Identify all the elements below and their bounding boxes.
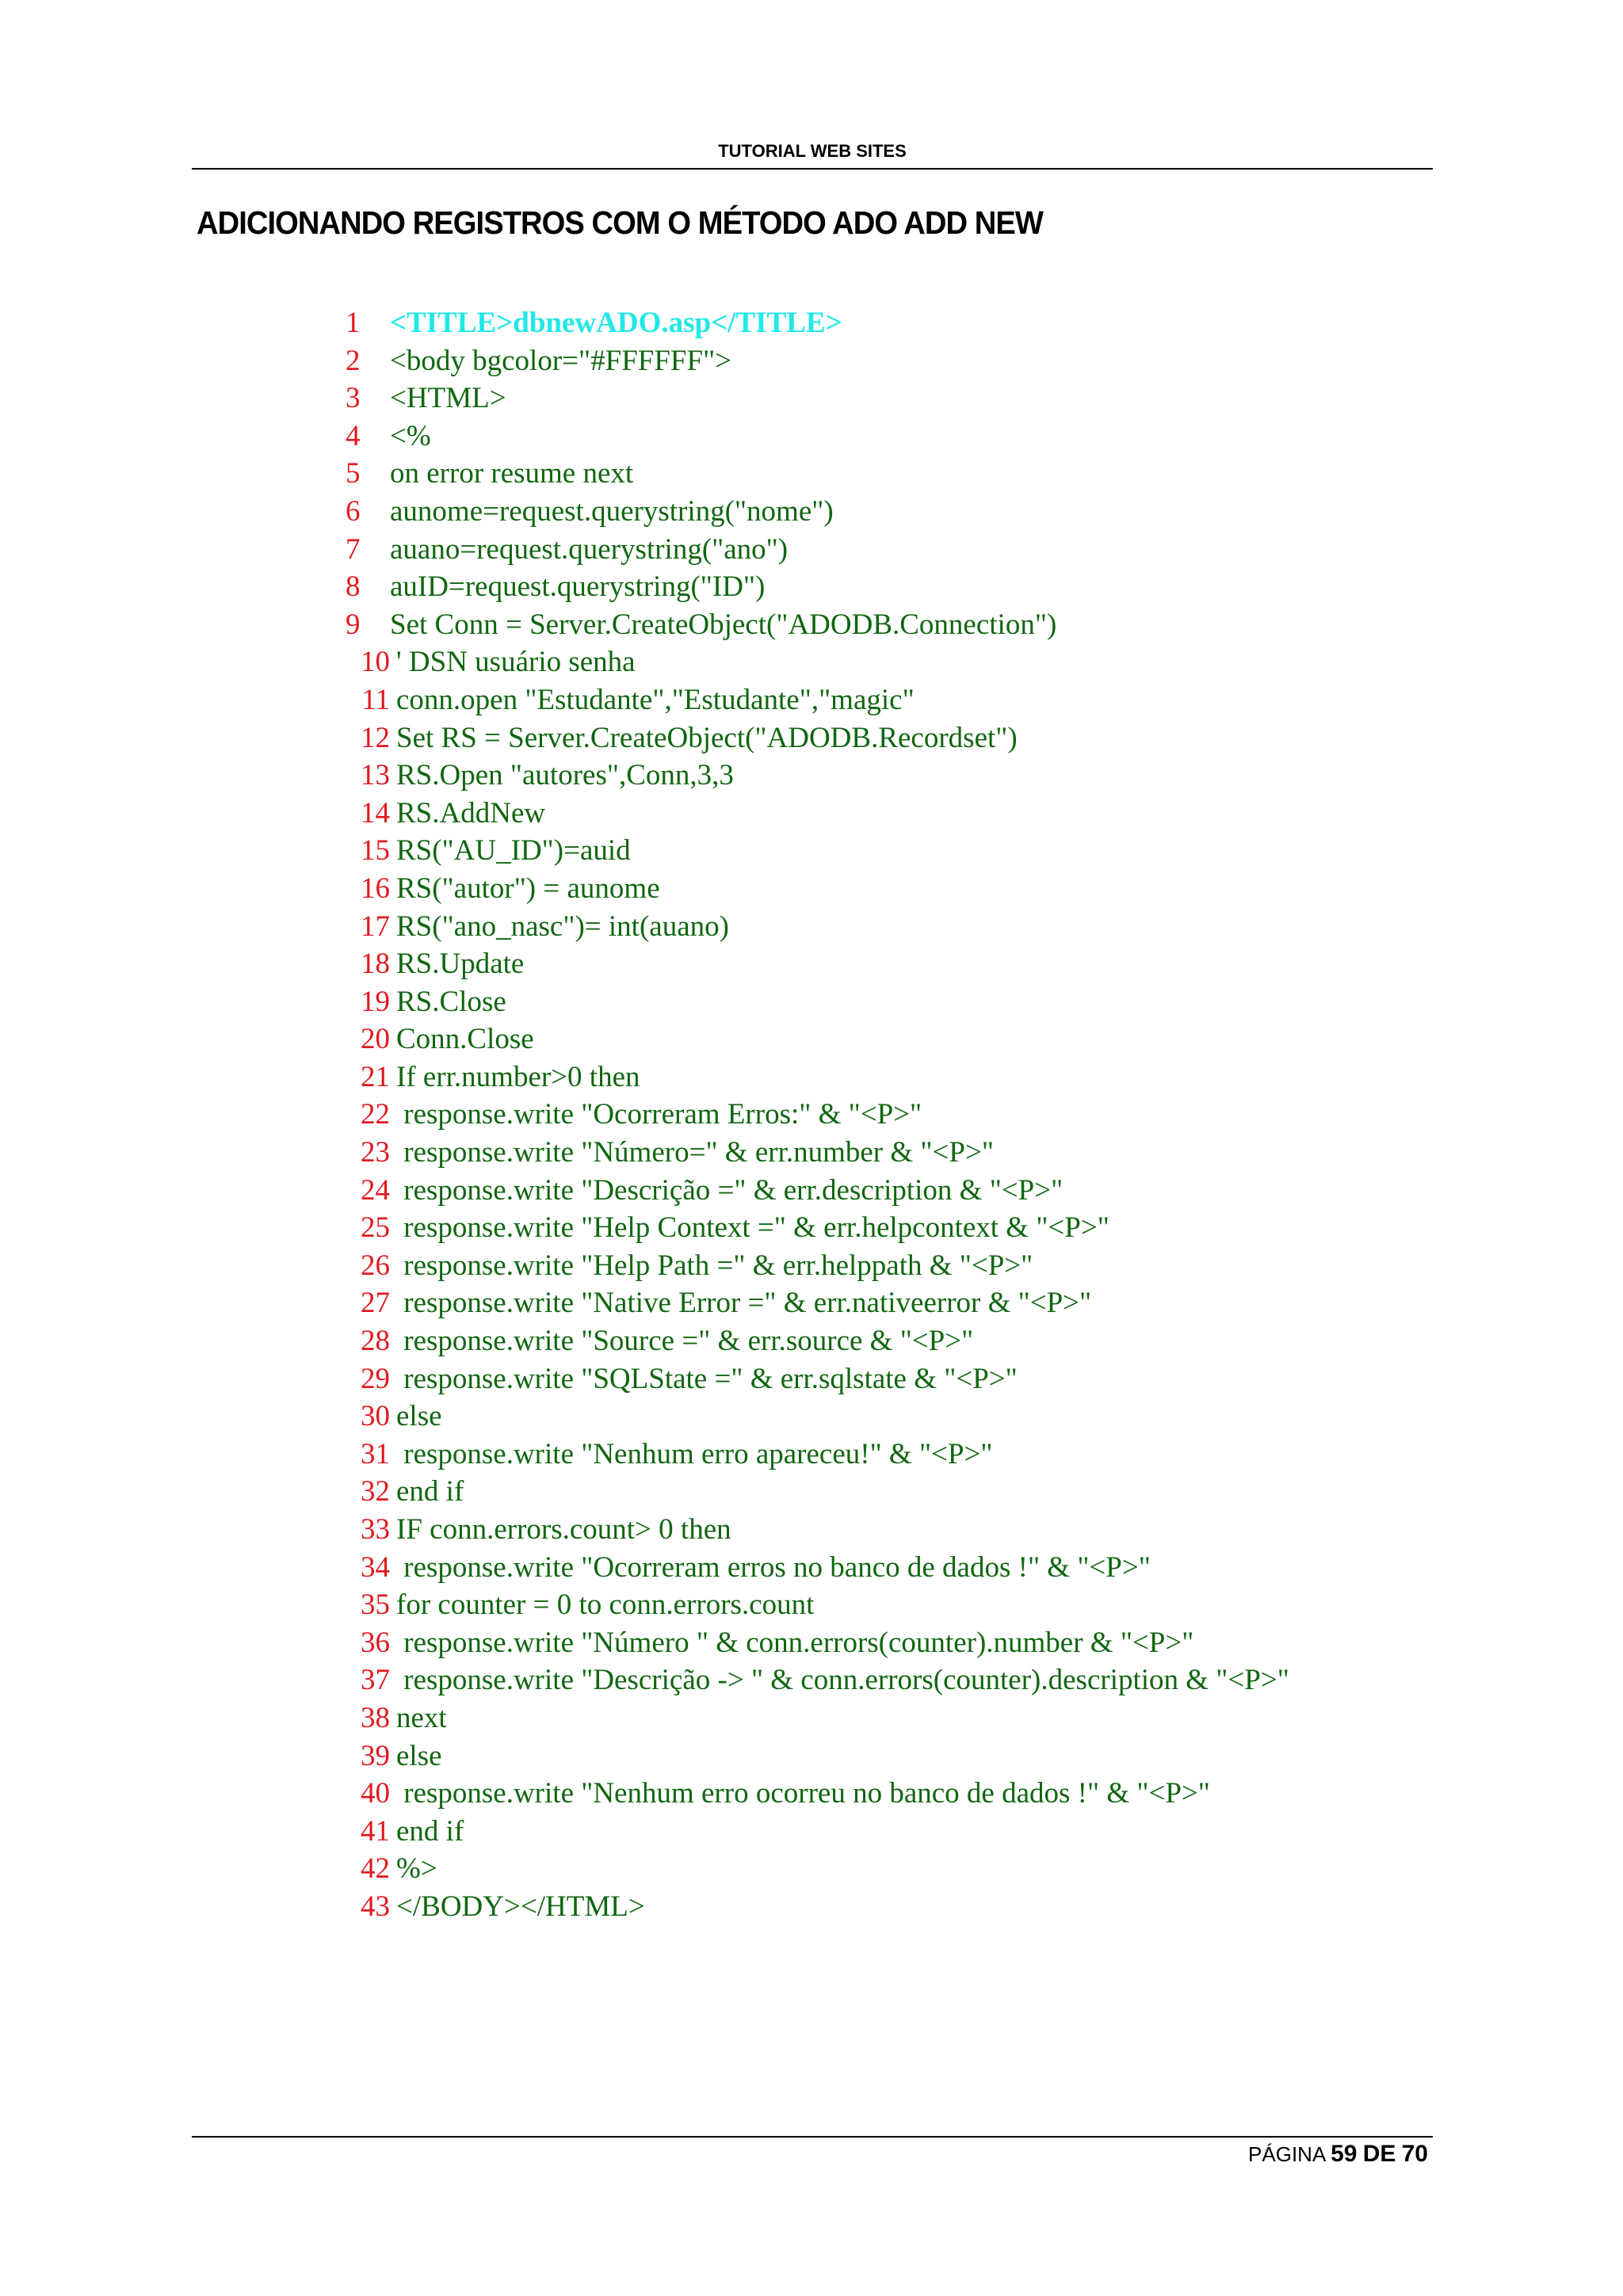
code-line [341, 908, 1426, 946]
code-line [341, 1813, 1426, 1851]
line-number: 6 [346, 494, 361, 528]
line-number: 17 [361, 910, 390, 943]
code-text: %> [396, 1852, 437, 1886]
code-text: If err.number>0 then [396, 1060, 640, 1093]
footer-rule [192, 2136, 1433, 2138]
line-number: 26 [361, 1249, 390, 1282]
code-line [341, 1850, 1426, 1888]
code-text: auano=request.querystring("ano") [390, 532, 789, 566]
line-number: 32 [361, 1475, 390, 1508]
code-line [341, 1209, 1426, 1247]
code-text: response.write "Source =" & err.source & "<P>" [396, 1325, 974, 1358]
line-number: 37 [361, 1664, 390, 1697]
code-text: response.write "Ocorreram erros no banco de dados !" & "<P>" [396, 1550, 1151, 1584]
footer-total-pages: 70 [1401, 2141, 1428, 2167]
code-text: response.write "Native Error =" & err.nativeerror & "<P>" [396, 1287, 1092, 1320]
code-text: RS.AddNew [396, 796, 546, 830]
code-text: <TITLE>dbnewADO.asp</TITLE> [390, 307, 842, 339]
line-number: 29 [361, 1362, 390, 1395]
code-line [341, 1511, 1426, 1549]
code-text: RS("ano_nasc")= int(auano) [396, 910, 729, 943]
code-text: response.write "Nenhum erro ocorreu no banco de dados !" & "<P>" [396, 1777, 1210, 1810]
code-line [341, 1322, 1426, 1360]
section-title: ADICIONANDO REGISTROS COM O MÉTODO ADO ADD NEW [197, 204, 1043, 241]
line-number: 5 [346, 457, 361, 490]
code-line [341, 342, 1426, 380]
code-line [341, 493, 1426, 531]
code-text: response.write "Nenhum erro apareceu!" & "<P>" [396, 1437, 993, 1470]
code-line [341, 1360, 1426, 1398]
code-text: end if [396, 1814, 464, 1848]
code-line [341, 1058, 1426, 1097]
code-line [341, 1888, 1426, 1926]
code-line [341, 1247, 1426, 1285]
code-line [341, 832, 1426, 870]
code-text: IF conn.errors.count> 0 then [396, 1513, 731, 1546]
line-number: 20 [361, 1023, 390, 1056]
code-line [341, 1624, 1426, 1662]
line-number: 23 [361, 1136, 390, 1169]
line-number: 27 [361, 1287, 390, 1320]
code-text: Set RS = Server.CreateObject("ADODB.Recordset") [396, 721, 1018, 754]
code-text: end if [396, 1475, 464, 1508]
line-number: 22 [361, 1098, 390, 1131]
code-line [341, 455, 1426, 493]
code-text: conn.open "Estudante","Estudante","magic" [396, 683, 915, 716]
code-line [341, 1436, 1426, 1474]
line-number: 41 [361, 1814, 390, 1848]
code-text: next [396, 1701, 447, 1734]
line-number: 12 [361, 721, 390, 754]
code-text: else [396, 1739, 442, 1772]
line-number: 25 [361, 1211, 390, 1245]
line-number: 21 [361, 1060, 390, 1093]
code-text: RS.Update [396, 948, 525, 981]
line-number: 43 [361, 1890, 390, 1923]
line-number: 39 [361, 1739, 390, 1772]
code-line [341, 983, 1426, 1021]
code-line [341, 1398, 1426, 1436]
line-number: 36 [361, 1626, 390, 1659]
code-text: RS.Close [396, 985, 506, 1018]
code-text: response.write "Descrição =" & err.description & "<P>" [396, 1173, 1064, 1207]
line-number: 16 [361, 871, 390, 905]
line-number: 14 [361, 796, 390, 830]
code-text: <% [390, 419, 431, 452]
code-line [341, 757, 1426, 795]
code-line [341, 531, 1426, 569]
code-line [341, 870, 1426, 908]
code-line [341, 1172, 1426, 1210]
line-number: 15 [361, 834, 390, 868]
line-number: 38 [361, 1701, 390, 1734]
line-number: 33 [361, 1513, 390, 1546]
code-line [341, 379, 1426, 418]
line-number: 42 [361, 1852, 390, 1886]
code-line [341, 945, 1426, 983]
code-text: auID=request.querystring("ID") [390, 570, 766, 604]
line-number: 34 [361, 1550, 390, 1584]
line-number: 30 [361, 1400, 390, 1433]
code-text: <HTML> [390, 382, 506, 415]
code-text: response.write "Número " & conn.errors(counter).number & "<P>" [396, 1626, 1194, 1659]
code-text: <body bgcolor="#FFFFFF"> [390, 344, 732, 377]
code-line [341, 1586, 1426, 1624]
line-number: 18 [361, 948, 390, 981]
code-text: response.write "Ocorreram Erros:" & "<P>" [396, 1098, 922, 1131]
code-line [341, 1020, 1426, 1058]
code-line [341, 681, 1426, 719]
code-text: Set Conn = Server.CreateObject("ADODB.Connection") [390, 608, 1057, 641]
code-line [341, 606, 1426, 644]
code-line [341, 795, 1426, 833]
code-text: aunome=request.querystring("nome") [390, 494, 834, 528]
line-number: 8 [346, 570, 361, 604]
code-line [341, 1473, 1426, 1511]
line-number: 3 [346, 382, 361, 415]
header-rule [192, 168, 1433, 170]
line-number: 31 [361, 1437, 390, 1470]
code-line [341, 568, 1426, 606]
line-number: 7 [346, 532, 361, 566]
code-line [341, 1284, 1426, 1322]
footer-label: PÁGINA [1248, 2142, 1325, 2166]
code-listing [341, 304, 1426, 1926]
code-text: for counter = 0 to conn.errors.count [396, 1589, 815, 1622]
line-number: 28 [361, 1325, 390, 1358]
code-line [341, 1549, 1426, 1587]
code-line [341, 1775, 1426, 1813]
code-text: else [396, 1400, 442, 1433]
line-number: 13 [361, 759, 390, 792]
footer-of: DE [1362, 2141, 1396, 2167]
code-line [341, 643, 1426, 681]
code-line [341, 1661, 1426, 1699]
code-text: ' DSN usuário senha [396, 646, 636, 679]
line-number: 2 [346, 344, 361, 377]
code-text: response.write "Número=" & err.number & "<P>" [396, 1136, 994, 1169]
line-number: 19 [361, 985, 390, 1018]
line-number: 24 [361, 1173, 390, 1207]
code-line [341, 1096, 1426, 1134]
code-text: RS.Open "autores",Conn,3,3 [396, 759, 734, 792]
code-line [341, 719, 1426, 757]
code-text: RS("autor") = aunome [396, 871, 660, 905]
line-number: 35 [361, 1589, 390, 1622]
code-line [341, 1699, 1426, 1737]
code-line [341, 418, 1426, 456]
code-text: response.write "Descrição -> " & conn.errors(counter).description & "<P>" [396, 1664, 1289, 1697]
code-text: Conn.Close [396, 1023, 534, 1056]
code-text: on error resume next [390, 457, 634, 490]
line-number: 40 [361, 1777, 390, 1810]
line-number: 4 [346, 419, 361, 452]
line-number: 1 [346, 307, 361, 339]
line-number: 10 [361, 646, 390, 679]
footer-page-number: 59 [1331, 2141, 1358, 2167]
code-text: response.write "SQLState =" & err.sqlstate & "<P>" [396, 1362, 1018, 1395]
code-line [341, 1737, 1426, 1775]
code-text: RS("AU_ID")=auid [396, 834, 631, 868]
page-footer [1248, 2141, 1428, 2168]
code-line [341, 304, 1426, 342]
code-line [341, 1134, 1426, 1172]
line-number: 9 [346, 608, 361, 641]
code-text: </BODY></HTML> [396, 1890, 645, 1923]
line-number: 11 [361, 683, 390, 716]
code-text: response.write "Help Path =" & err.helppath & "<P>" [396, 1249, 1033, 1282]
code-text: response.write "Help Context =" & err.helpcontext & "<P>" [396, 1211, 1109, 1245]
running-header: TUTORIAL WEB SITES [718, 141, 907, 161]
